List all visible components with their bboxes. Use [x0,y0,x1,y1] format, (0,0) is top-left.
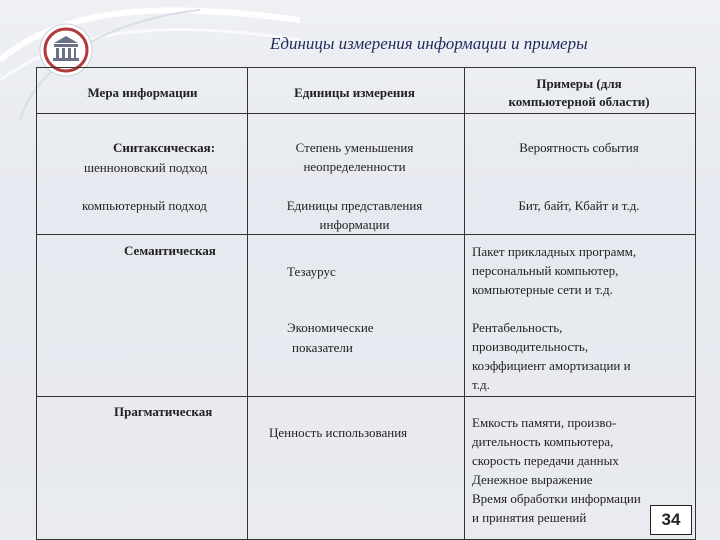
header-units: Единицы измерения [294,85,415,100]
approach-computer: компьютерный подход [82,198,207,213]
example-pragmatic-line6: и принятия решений [472,510,587,525]
measure-syntactic: Синтаксическая: [113,140,216,155]
example-computer: Бит, байт, Кбайт и т.д. [518,198,640,213]
units-thesaurus: Тезаурус [287,264,336,279]
header-measure: Мера информации [87,85,198,100]
slide-title: Единицы измерения информации и примеры [270,34,588,53]
header-examples-line1: Примеры (для [536,76,622,91]
units-shannon-line2: неопределенности [303,159,406,174]
example-economic-line1: Рентабельность, [472,320,563,335]
example-thesaurus-line1: Пакет прикладных программ, [472,244,637,259]
measure-semantic: Семантическая [124,243,216,258]
units-computer-line2: информации [319,217,390,232]
units-shannon-line1: Степень уменьшения [295,140,414,155]
example-economic-line2: производительность, [472,339,589,354]
example-economic-line4: т.д. [472,377,490,392]
example-pragmatic-line4: Денежное выражение [472,472,593,487]
units-economic-line2: показатели [292,340,353,355]
page-number: 34 [650,505,692,535]
example-thesaurus-line3: компьютерные сети и т.д. [472,282,613,297]
example-pragmatic-line5: Время обработки информации [472,491,641,506]
units-pragmatic: Ценность использования [269,425,408,440]
example-pragmatic-line2: дительность компьютера, [472,434,614,449]
example-economic-line3: коэффициент амортизации и [472,358,631,373]
units-economic-line1: Экономические [287,320,374,335]
example-pragmatic-line1: Емкость памяти, произво- [472,415,617,430]
example-shannon: Вероятность события [519,140,639,155]
units-computer-line1: Единицы представления [286,198,423,213]
header-examples-line2: компьютерной области) [508,94,650,109]
example-pragmatic-line3: скорость передачи данных [472,453,619,468]
approach-shannon: шенноновский подход [84,160,208,175]
measure-pragmatic: Прагматическая [114,404,213,419]
example-thesaurus-line2: персональный компьютер, [472,263,619,278]
